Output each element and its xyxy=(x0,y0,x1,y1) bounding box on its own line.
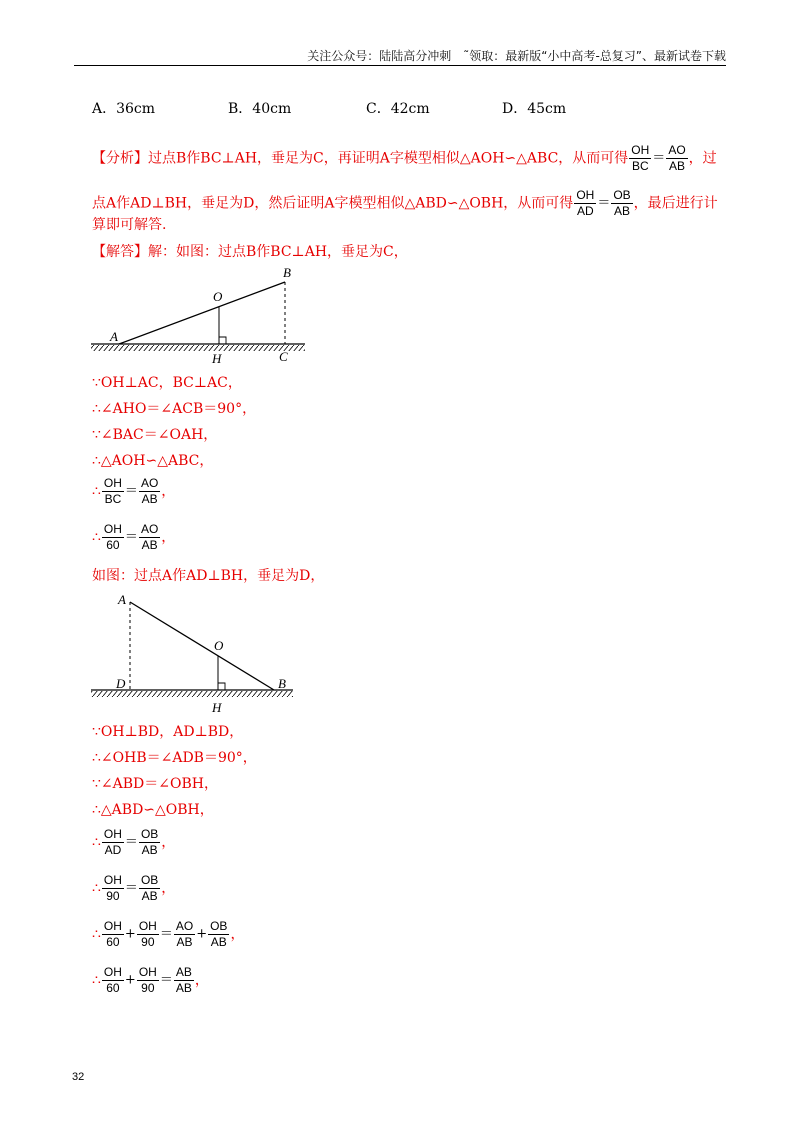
fraction: $\frac{OH}{90}$ xyxy=(138,965,157,995)
label-a: A xyxy=(110,329,118,344)
step-4: ∴△AOH∽△ABC， xyxy=(92,453,214,469)
fraction: $\frac{OH}{60}$ xyxy=(103,965,122,995)
ratio-equation-1: ∴ $\frac{OH}{BC}$ ＝ $\frac{AO}{AB}$ ， xyxy=(92,476,176,506)
solution-intro: 【解答】解：如图：过点B作BC⊥AH，垂足为C， xyxy=(92,244,408,260)
analysis-line-3: 算即可解答. xyxy=(92,217,167,233)
option-d: D．45cm xyxy=(502,101,567,117)
label-h: H xyxy=(212,351,222,366)
fraction: $\frac{OB}{AB}$ xyxy=(613,188,631,218)
step-8: ∴△ABD∽△OBH， xyxy=(92,802,214,818)
ratio-equation-3: ∴ $\frac{OH}{AD}$ ＝ $\frac{OB}{AB}$ ， xyxy=(92,827,176,857)
analysis-line-1: 【分析】过点B作BC⊥AH，垂足为C，再证明A字模型相似△AOH∽△ABC，从而可得 $\frac{OH}{BC}$ ＝ $\frac{AO}{AB}$ ，过 xyxy=(92,143,717,173)
page-header: 关注公众号：陆陆高分冲刺 ˜领取：最新版“小中高考-总复习”、最新试卷下载 xyxy=(307,49,726,63)
fraction: $\frac{OB}{AB}$ xyxy=(140,827,159,857)
fraction: $\frac{OH}{60}$ xyxy=(103,919,122,949)
right-angle-mark xyxy=(219,337,226,344)
ratio-equation-4: ∴ $\frac{OH}{90}$ ＝ $\frac{OB}{AB}$ ， xyxy=(92,873,176,903)
fraction: $\frac{OB}{AB}$ xyxy=(140,873,159,903)
label-d: D xyxy=(116,676,126,691)
label-b: B xyxy=(278,676,286,691)
segment-ab xyxy=(130,602,274,690)
fraction: $\frac{OH}{BC}$ xyxy=(103,476,122,506)
ground-hatching xyxy=(91,345,305,351)
page-number: 32 xyxy=(72,1071,85,1083)
analysis-line-2: 点A作AD⊥BH，垂足为D，然后证明A字模型相似△ABD∽△OBH，从而可得 $\frac{OH}{AD}$ ＝ $\frac{OB}{AB}$ ，最后进行计 xyxy=(92,188,718,218)
figure-1 xyxy=(88,262,318,370)
fraction: $\frac{AO}{AB}$ xyxy=(140,522,159,552)
fraction: $\frac{OH}{60}$ xyxy=(103,522,122,552)
fraction: $\frac{AO}{AB}$ xyxy=(140,476,159,506)
step-7: ∵∠ABD＝∠OBH， xyxy=(92,776,218,792)
fraction: $\frac{OH}{AD}$ xyxy=(576,188,595,218)
fraction: $\frac{OH}{90}$ xyxy=(138,919,157,949)
option-b: B．40cm xyxy=(228,101,292,117)
ratio-equation-5: ∴ $\frac{OH}{60}$ + $\frac{OH}{90}$ ＝ $\frac{AO}{AB}$ + $\frac{OB}{AB}$ ， xyxy=(92,919,245,949)
step-2: ∴∠AHO＝∠ACB＝90°， xyxy=(92,401,257,417)
fraction: $\frac{AO}{AB}$ xyxy=(175,919,194,949)
header-divider xyxy=(74,65,726,66)
step-3: ∵∠BAC＝∠OAH， xyxy=(92,427,218,443)
label-b: B xyxy=(283,265,291,280)
fraction: $\frac{OB}{AB}$ xyxy=(210,919,228,949)
step-1: ∵OH⊥AC，BC⊥AC， xyxy=(92,375,242,391)
fraction: $\frac{AO}{AB}$ xyxy=(668,143,686,173)
label-o: O xyxy=(213,289,223,304)
fraction: $\frac{OH}{90}$ xyxy=(103,873,122,903)
segment-ab xyxy=(119,282,285,344)
label-h: H xyxy=(212,700,222,715)
ratio-equation-6: ∴ $\frac{OH}{60}$ + $\frac{OH}{90}$ ＝ $\frac{AB}{AB}$ ， xyxy=(92,965,209,995)
right-angle-mark xyxy=(218,683,225,690)
solution-intro-2: 如图：过点A作AD⊥BH，垂足为D， xyxy=(92,568,325,584)
step-5: ∵OH⊥BD，AD⊥BD， xyxy=(92,724,244,740)
fraction: $\frac{OH}{BC}$ xyxy=(631,143,650,173)
label-o: O xyxy=(214,638,224,653)
ground-hatching xyxy=(91,691,293,697)
option-a: A．36cm xyxy=(92,101,156,117)
label-c: C xyxy=(279,349,288,364)
fraction: $\frac{OH}{AD}$ xyxy=(103,827,122,857)
fraction: $\frac{AB}{AB}$ xyxy=(175,965,192,995)
option-c: C．42cm xyxy=(366,101,430,117)
figure-2 xyxy=(88,588,318,718)
ratio-equation-2: ∴ $\frac{OH}{60}$ ＝ $\frac{AO}{AB}$ ， xyxy=(92,522,176,552)
label-a: A xyxy=(118,592,126,607)
step-6: ∴∠OHB＝∠ADB＝90°， xyxy=(92,750,257,766)
